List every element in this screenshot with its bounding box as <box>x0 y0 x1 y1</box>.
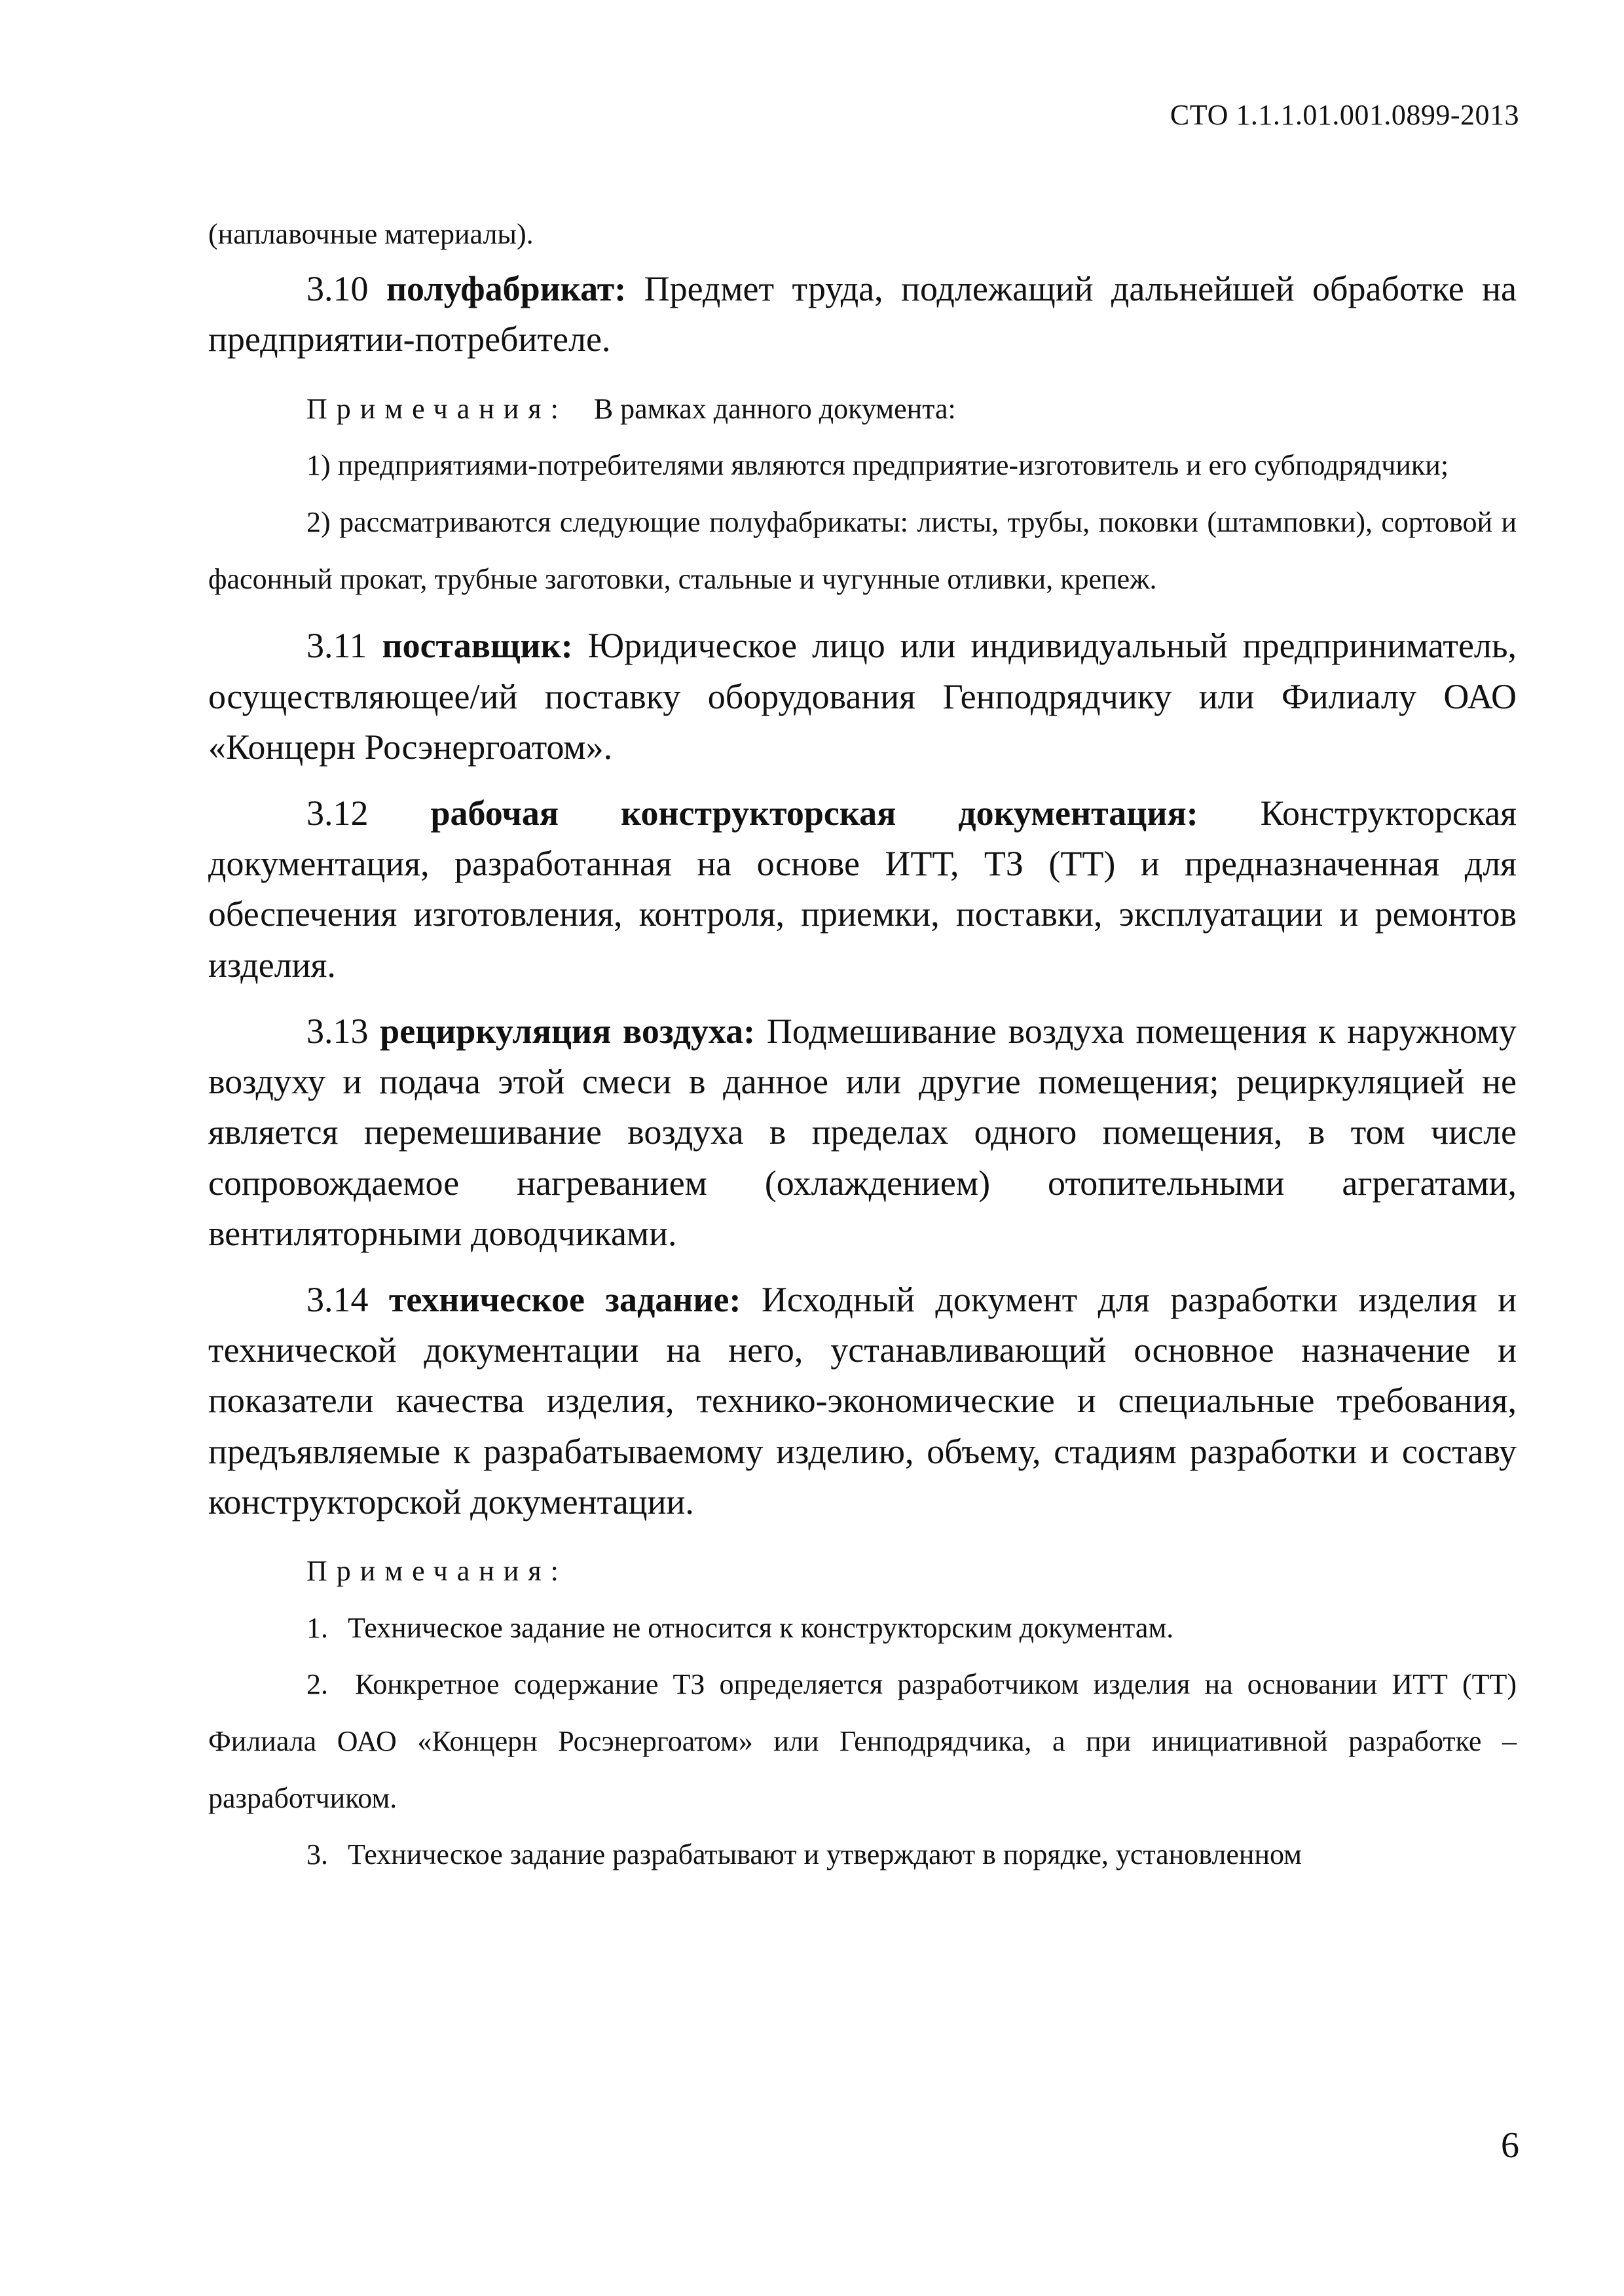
note-label: Примечания: <box>306 392 568 425</box>
document-body <box>208 208 1517 1884</box>
note-item: 2) рассматриваются следующие полуфабрикаты: листы, трубы, поковки (штамповки), сортовой и фасонный прокат, трубные заготовки, стальные и чугунные отливки, крепеж. <box>208 505 1517 595</box>
note-item-text: Техническое задание разрабатывают и утверждают в порядке, установленном <box>348 1838 1302 1871</box>
definition-3-10 <box>208 264 1517 365</box>
continuation-text: (наплавочные материалы). <box>208 218 534 250</box>
definition-term: рабочая конструкторская документация: <box>430 793 1198 833</box>
note-item-number: 2. <box>306 1668 328 1701</box>
definition-3-12 <box>208 788 1517 991</box>
note-item-number: 3. <box>306 1838 328 1871</box>
definition-3-13 <box>208 1006 1517 1259</box>
definition-number: 3.11 <box>306 626 367 666</box>
definition-number: 3.12 <box>306 793 369 833</box>
definition-text: Конструкторская документация, разработанная на основе ИТТ, ТЗ (ТТ) и предназначенная для обеспечения изготовления, контроля, приемки, поставки, эксплуатации и ремонтов изделия. <box>208 793 1517 985</box>
definition-text: Исходный документ для разработки изделия и технической документации на него, устанавливающий основное назначение и показатели качества изделия, технико-экономические и специальные требования, предъявляемые к разрабатываемому изделию, объему, стадиям разработки и составу конструкторской документации. <box>208 1279 1517 1522</box>
definition-term: поставщик: <box>382 626 573 666</box>
definition-text: Подмешивание воздуха помещения к наружному воздуху и подача этой смеси в данное или другие помещения; рециркуляцией не является перемешивание воздуха в пределах одного помещения, в том числе сопровождаемое нагреванием (охлаждением) отопительными агрегатами, вентиляторными доводчиками. <box>208 1011 1517 1253</box>
note-item: 1) предприятиями-потребителями являются предприятие-изготовитель и его субподрядчики; <box>306 449 1449 482</box>
definition-number: 3.10 <box>306 269 369 309</box>
definition-number: 3.13 <box>306 1011 369 1051</box>
definition-term: техническое задание: <box>388 1279 741 1319</box>
note-item-text: Конкретное содержание ТЗ определяется разработчиком изделия на основании ИТТ (ТТ) Филиала ОАО «Концерн Росэнергоатом» или Генподрядчика, а при инициативной разработке – разработчиком. <box>208 1668 1517 1814</box>
note-heading <box>208 381 1517 438</box>
document-code: СТО 1.1.1.01.001.0899-2013 <box>1170 99 1519 131</box>
note-item-number: 1. <box>306 1611 328 1644</box>
note-label: Примечания: <box>306 1555 568 1588</box>
definition-3-11 <box>208 621 1517 773</box>
definition-text: Юридическое лицо или индивидуальный предприниматель, осуществляющее/ий поставку оборудования Генподрядчику или Филиалу ОАО «Концерн Росэнергоатом». <box>208 626 1517 767</box>
note-intro: В рамках данного документа: <box>593 392 956 425</box>
note-list-item <box>208 1656 1517 1827</box>
note-heading <box>208 1543 1517 1600</box>
page-number: 6 <box>1501 2125 1519 2166</box>
definition-3-14 <box>208 1275 1517 1527</box>
definition-text: Предмет труда, подлежащий дальнейшей обработке на предприятии-потребителе. <box>208 269 1517 359</box>
definition-number: 3.14 <box>306 1279 369 1319</box>
note-list-item <box>208 1600 1517 1657</box>
note-list-item <box>208 1827 1517 1884</box>
definition-term: рециркуляция воздуха: <box>380 1011 756 1051</box>
definition-term: полуфабрикат: <box>386 269 627 309</box>
note-item-text: Техническое задание не относится к конструкторским документам. <box>348 1611 1174 1644</box>
